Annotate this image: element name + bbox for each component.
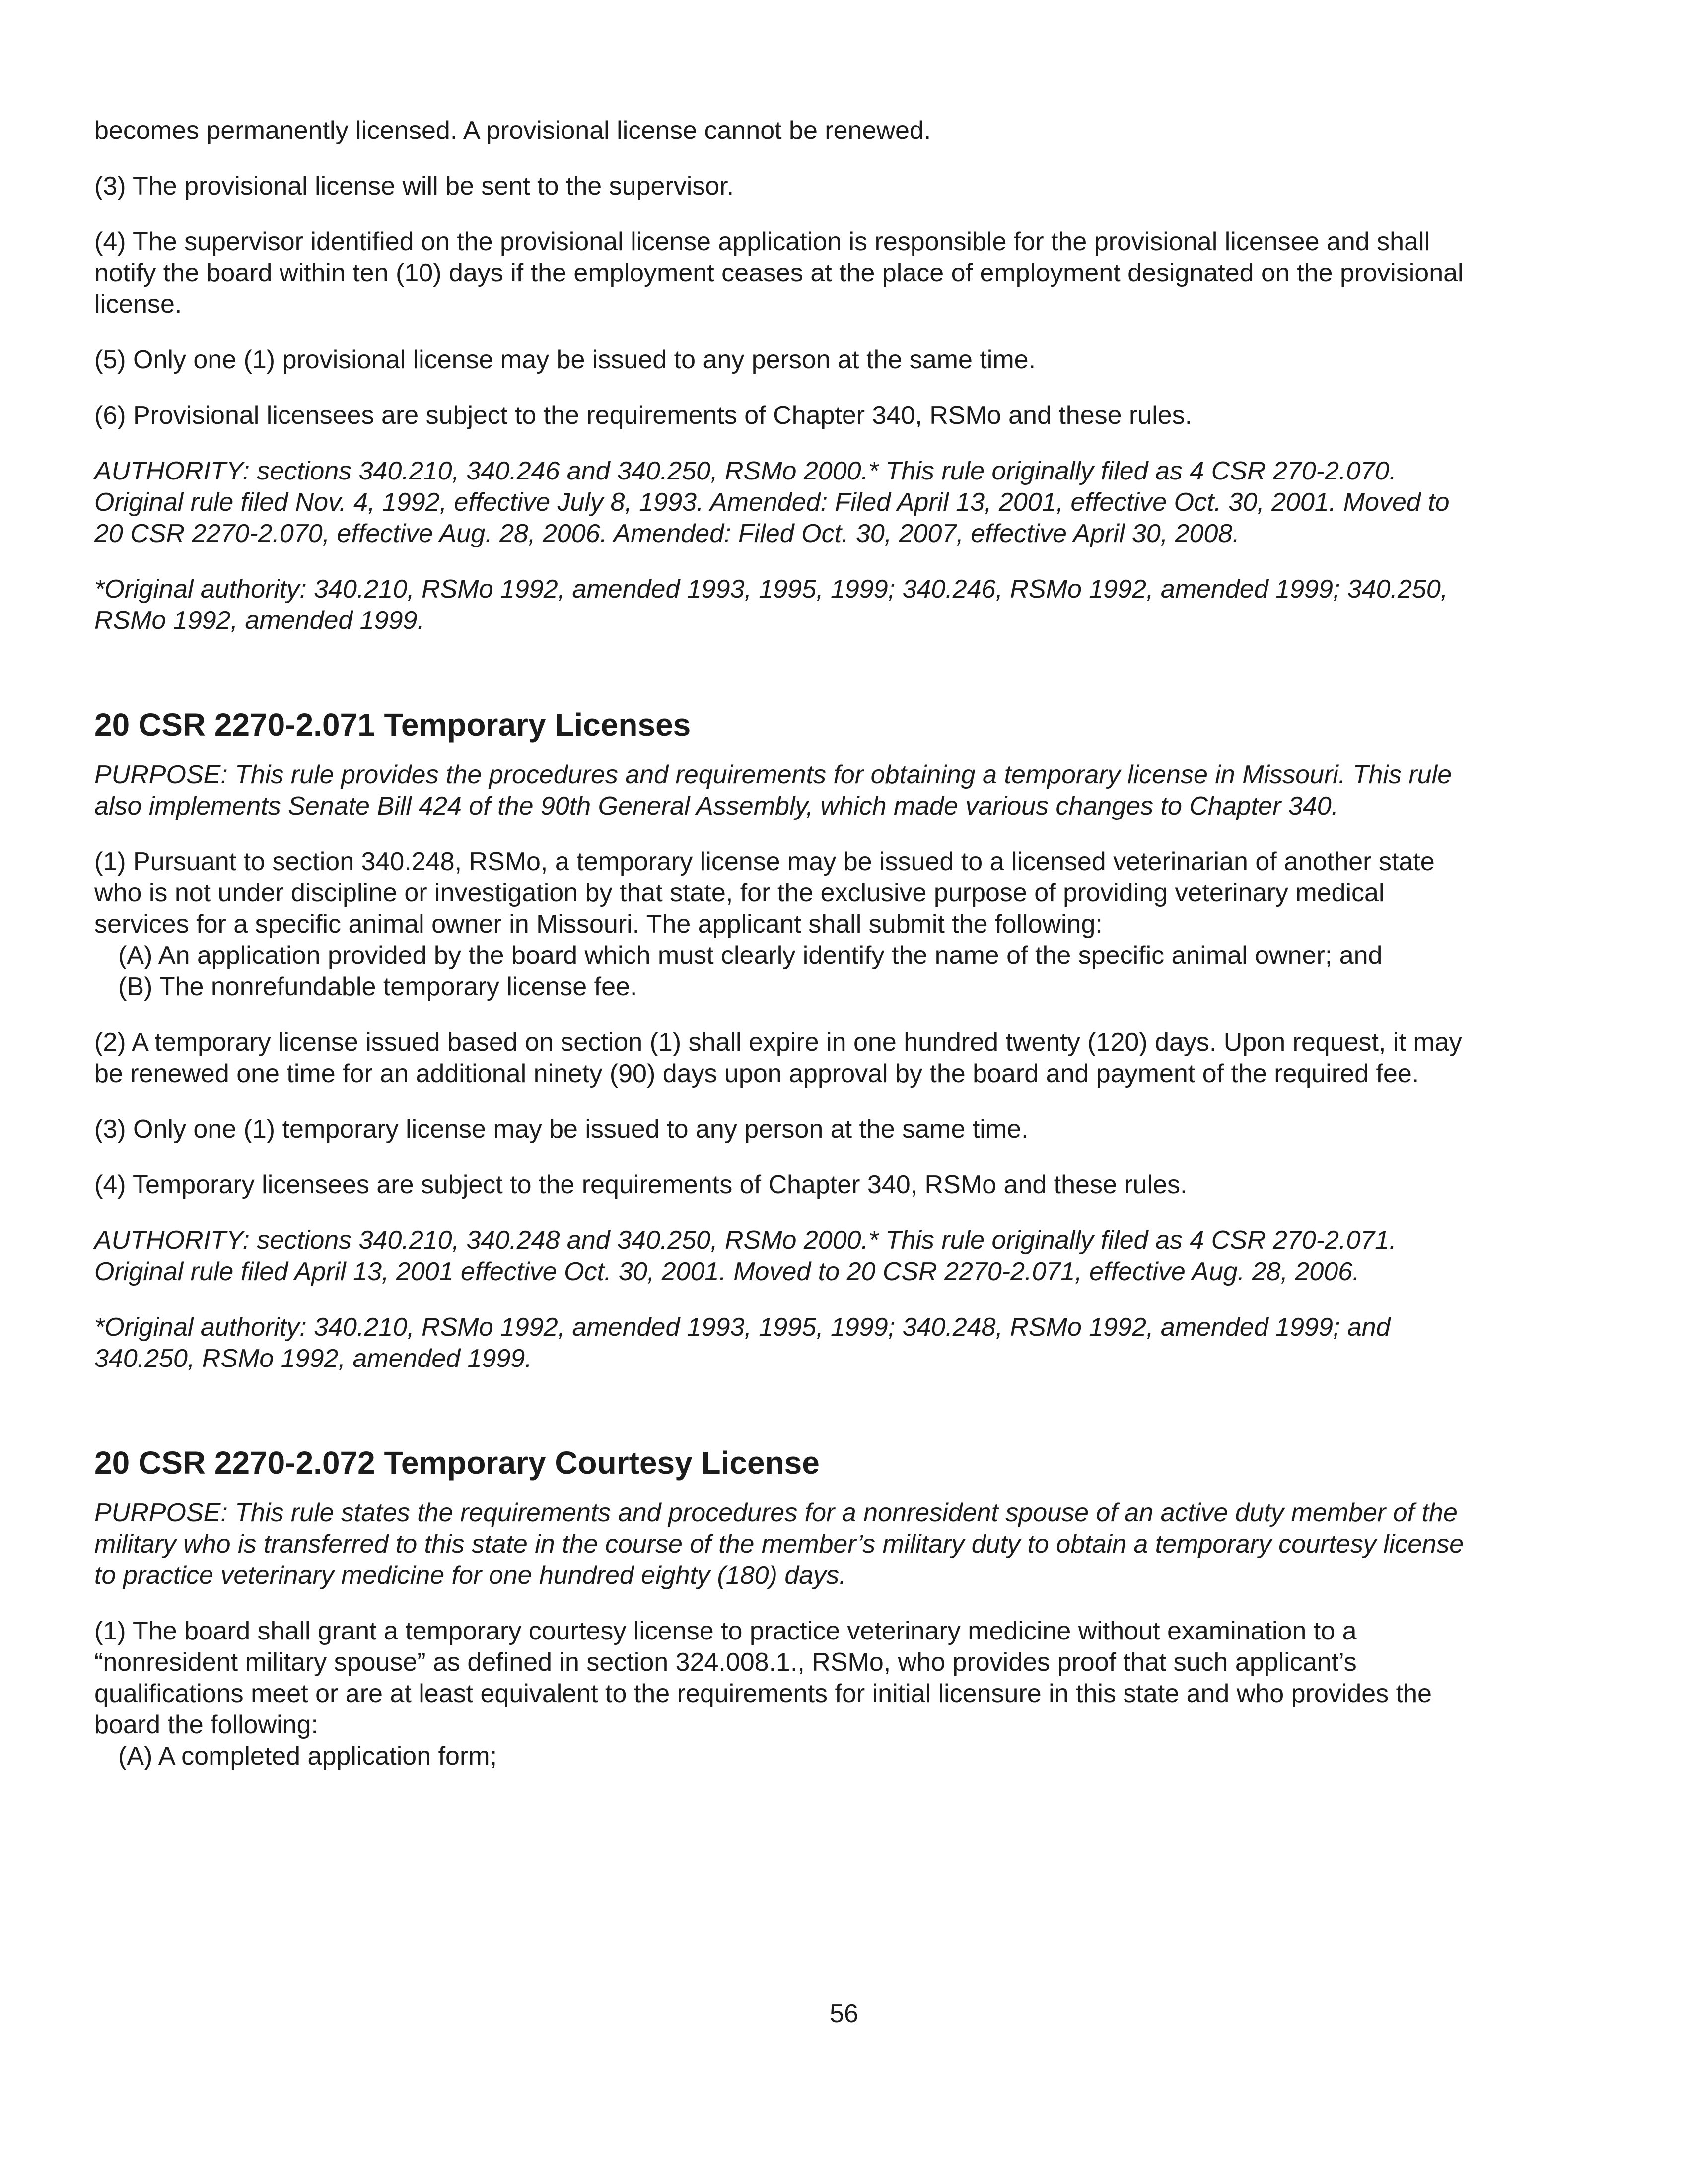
purpose-statement: PURPOSE: This rule states the requirements and procedures for a nonresident spouse of an active duty member of the military who is transferred to this state in the course of the member’s military duty to obtain a temporary courtesy license to practice veterinary medicine for one hundred eighty (180) days. — [94, 1499, 1464, 1590]
authority-note: AUTHORITY: sections 340.210, 340.246 and 340.250, RSMo 2000.* This rule originally filed as 4 CSR 270-2.070. Original rule filed Nov. 4, 1992, effective July 8, 1993. Amended: Filed April 13, 2001, effective Oct. 30, 2001. Moved to 20 CSR 2270-2.070, effective Aug. 28, 2006. Amended: Filed Oct. 30, 2007, effective April 30, 2008. — [94, 457, 1450, 548]
paragraph: (1) The board shall grant a temporary courtesy license to practice veterinary medicine without examination to a “nonresident military spouse” as defined in section 324.008.1., RSMo, who provides proof that such applicant’s qualifications meet or are at least equivalent to the requirements for initial licensure in this state and who provides the board the following: — [94, 1617, 1432, 1739]
paragraph: (4) The supervisor identified on the provisional license application is responsible for the provisional licensee and shall notify the board within ten (10) days if the employment ceases at the place of employment designated on the provisional license. — [94, 227, 1464, 319]
paragraph: (3) The provisional license will be sent to the supervisor. — [94, 172, 734, 201]
paragraph: (1) Pursuant to section 340.248, RSMo, a temporary license may be issued to a licensed veterinarian of another state who is not under discipline or investigation by that state, for the exclusive purpose of providing veterinary medical services for a specific animal owner in Missouri. The applicant shall submit the following: — [94, 847, 1435, 939]
page-number: 56 — [830, 1999, 858, 2028]
paragraph: (4) Temporary licensees are subject to the requirements of Chapter 340, RSMo and these rules. — [94, 1170, 1188, 1199]
purpose-statement: PURPOSE: This rule provides the procedures and requirements for obtaining a temporary license in Missouri. This rule also implements Senate Bill 424 of the 90th General Assembly, which made various changes to Chapter 340. — [94, 760, 1452, 820]
subsection-item: (A) A completed application form; — [118, 1742, 497, 1771]
paragraph: (2) A temporary license issued based on section (1) shall expire in one hundred twenty (120) days. Upon request, it may be renewed one time for an additional ninety (90) days upon approval by the board and payment of the required fee. — [94, 1028, 1462, 1088]
paragraph: (3) Only one (1) temporary license may be issued to any person at the same time. — [94, 1115, 1029, 1144]
original-authority-note: *Original authority: 340.210, RSMo 1992, amended 1993, 1995, 1999; 340.246, RSMo 1992, amended 1999; 340.250, RSMo 1992, amended 1999. — [94, 575, 1448, 635]
subsection-item: (B) The nonrefundable temporary license fee. — [118, 972, 637, 1001]
original-authority-note: *Original authority: 340.210, RSMo 1992, amended 1993, 1995, 1999; 340.248, RSMo 1992, amended 1999; and 340.250, RSMo 1992, amended 1999. — [94, 1313, 1391, 1373]
document-body — [94, 115, 1465, 1772]
subsection-item: (A) An application provided by the board which must clearly identify the name of the specific animal owner; and — [118, 941, 1383, 970]
paragraph: becomes permanently licensed. A provisional license cannot be renewed. — [94, 116, 931, 145]
paragraph: (5) Only one (1) provisional license may be issued to any person at the same time. — [94, 345, 1036, 374]
paragraph: (6) Provisional licensees are subject to the requirements of Chapter 340, RSMo and these rules. — [94, 401, 1193, 430]
section-heading: 20 CSR 2270-2.072 Temporary Courtesy License — [94, 1445, 820, 1481]
section-heading: 20 CSR 2270-2.071 Temporary Licenses — [94, 707, 691, 743]
authority-note: AUTHORITY: sections 340.210, 340.248 and 340.250, RSMo 2000.* This rule originally filed as 4 CSR 270-2.071. Original rule filed April 13, 2001 effective Oct. 30, 2001. Moved to 20 CSR 2270-2.071, effective Aug. 28, 2006. — [94, 1226, 1397, 1286]
